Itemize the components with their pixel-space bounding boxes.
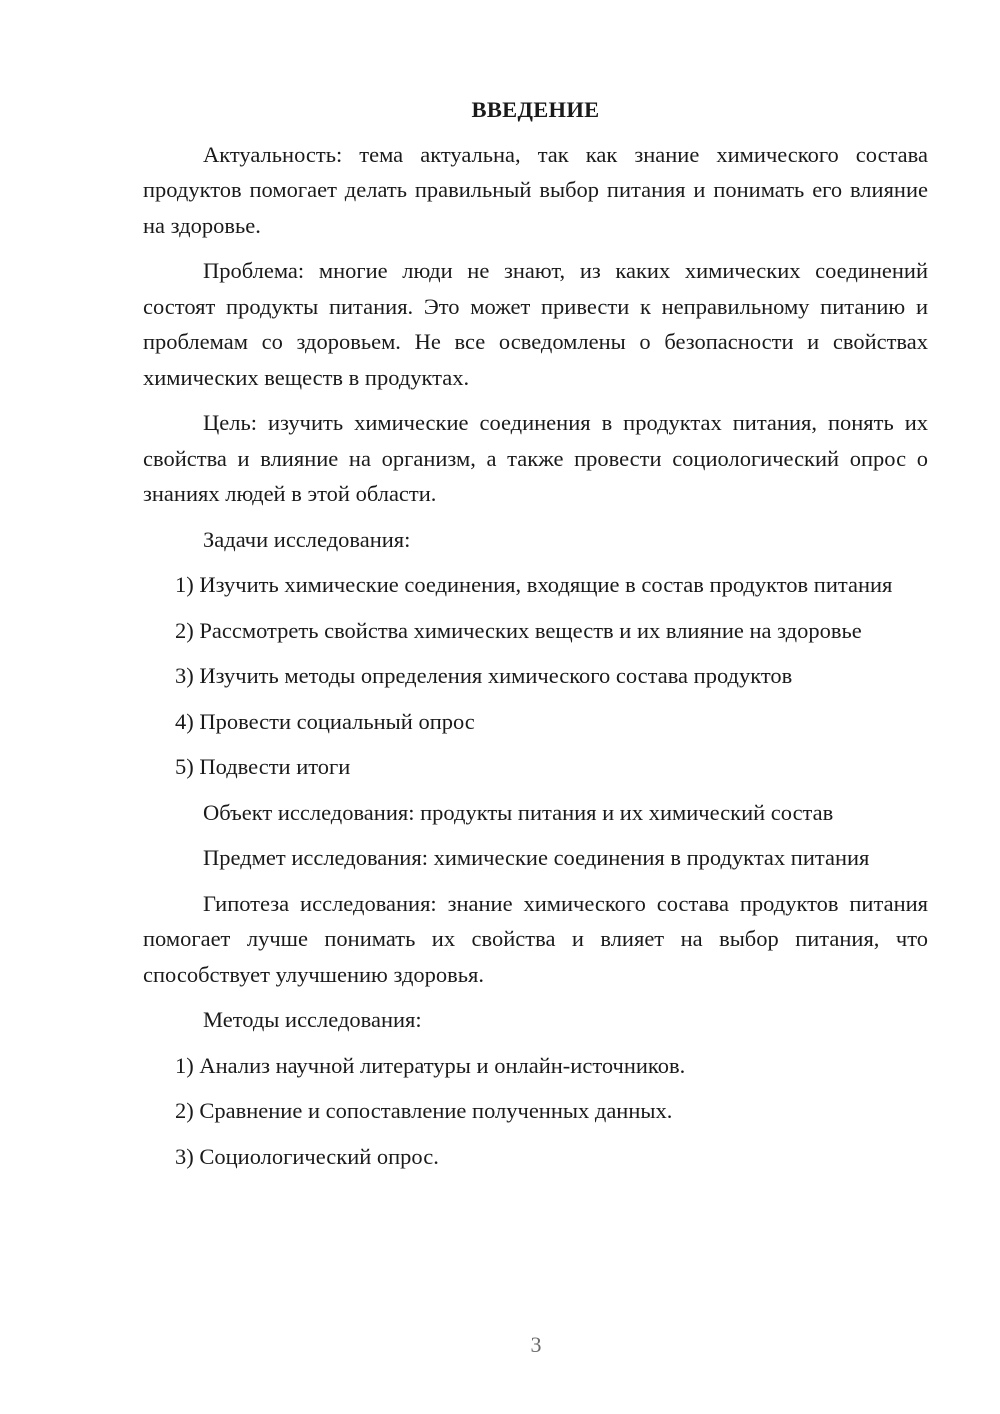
method-item: 3) Социологический опрос. xyxy=(175,1143,439,1169)
method-item: 1) Анализ научной литературы и онлайн-источников. xyxy=(175,1052,686,1078)
task-item: 2) Рассмотреть свойства химических веществ и их влияние на здоровье xyxy=(175,617,862,643)
goal-paragraph: Цель: изучить химические соединения в продуктах питания, понять их свойства и влияние на организм, а также провести социологический опрос о знаниях людей в этой области. xyxy=(143,410,928,506)
tasks-heading: Задачи исследования: xyxy=(203,526,411,552)
method-item: 2) Сравнение и сопоставление полученных данных. xyxy=(175,1098,673,1123)
page-content xyxy=(143,92,928,1184)
task-item: 5) Подвести итоги xyxy=(175,754,351,779)
task-item: 1) Изучить химические соединения, входящие в состав продуктов питания xyxy=(175,572,893,597)
object-paragraph: Объект исследования: продукты питания и их химический состав xyxy=(203,799,834,825)
subject-paragraph: Предмет исследования: химические соединения в продуктах питания xyxy=(203,845,870,870)
hypothesis-paragraph: Гипотеза исследования: знание химического состава продуктов питания помогает лучше понимать их свойства и влияет на выбор питания, что способствует улучшению здоровья. xyxy=(143,890,928,987)
task-item: 3) Изучить методы определения химического состава продуктов xyxy=(175,663,793,688)
page-number: 3 xyxy=(530,1332,542,1357)
relevance-paragraph: Актуальность: тема актуальна, так как знание химического состава продуктов помогает делать правильный выбор питания и понимать его влияние на здоровье. xyxy=(143,141,928,238)
problem-paragraph: Проблема: многие люди не знают, из каких химических соединений состоят продукты питания. Это может привести к неправильному питанию и проблемам со здоровьем. Не все осведомлены о безопасности и свойствах химических веществ в продуктах. xyxy=(143,258,928,390)
page-title: ВВЕДЕНИЕ xyxy=(471,97,600,122)
methods-heading: Методы исследования: xyxy=(203,1007,422,1032)
task-item: 4) Провести социальный опрос xyxy=(175,708,475,734)
